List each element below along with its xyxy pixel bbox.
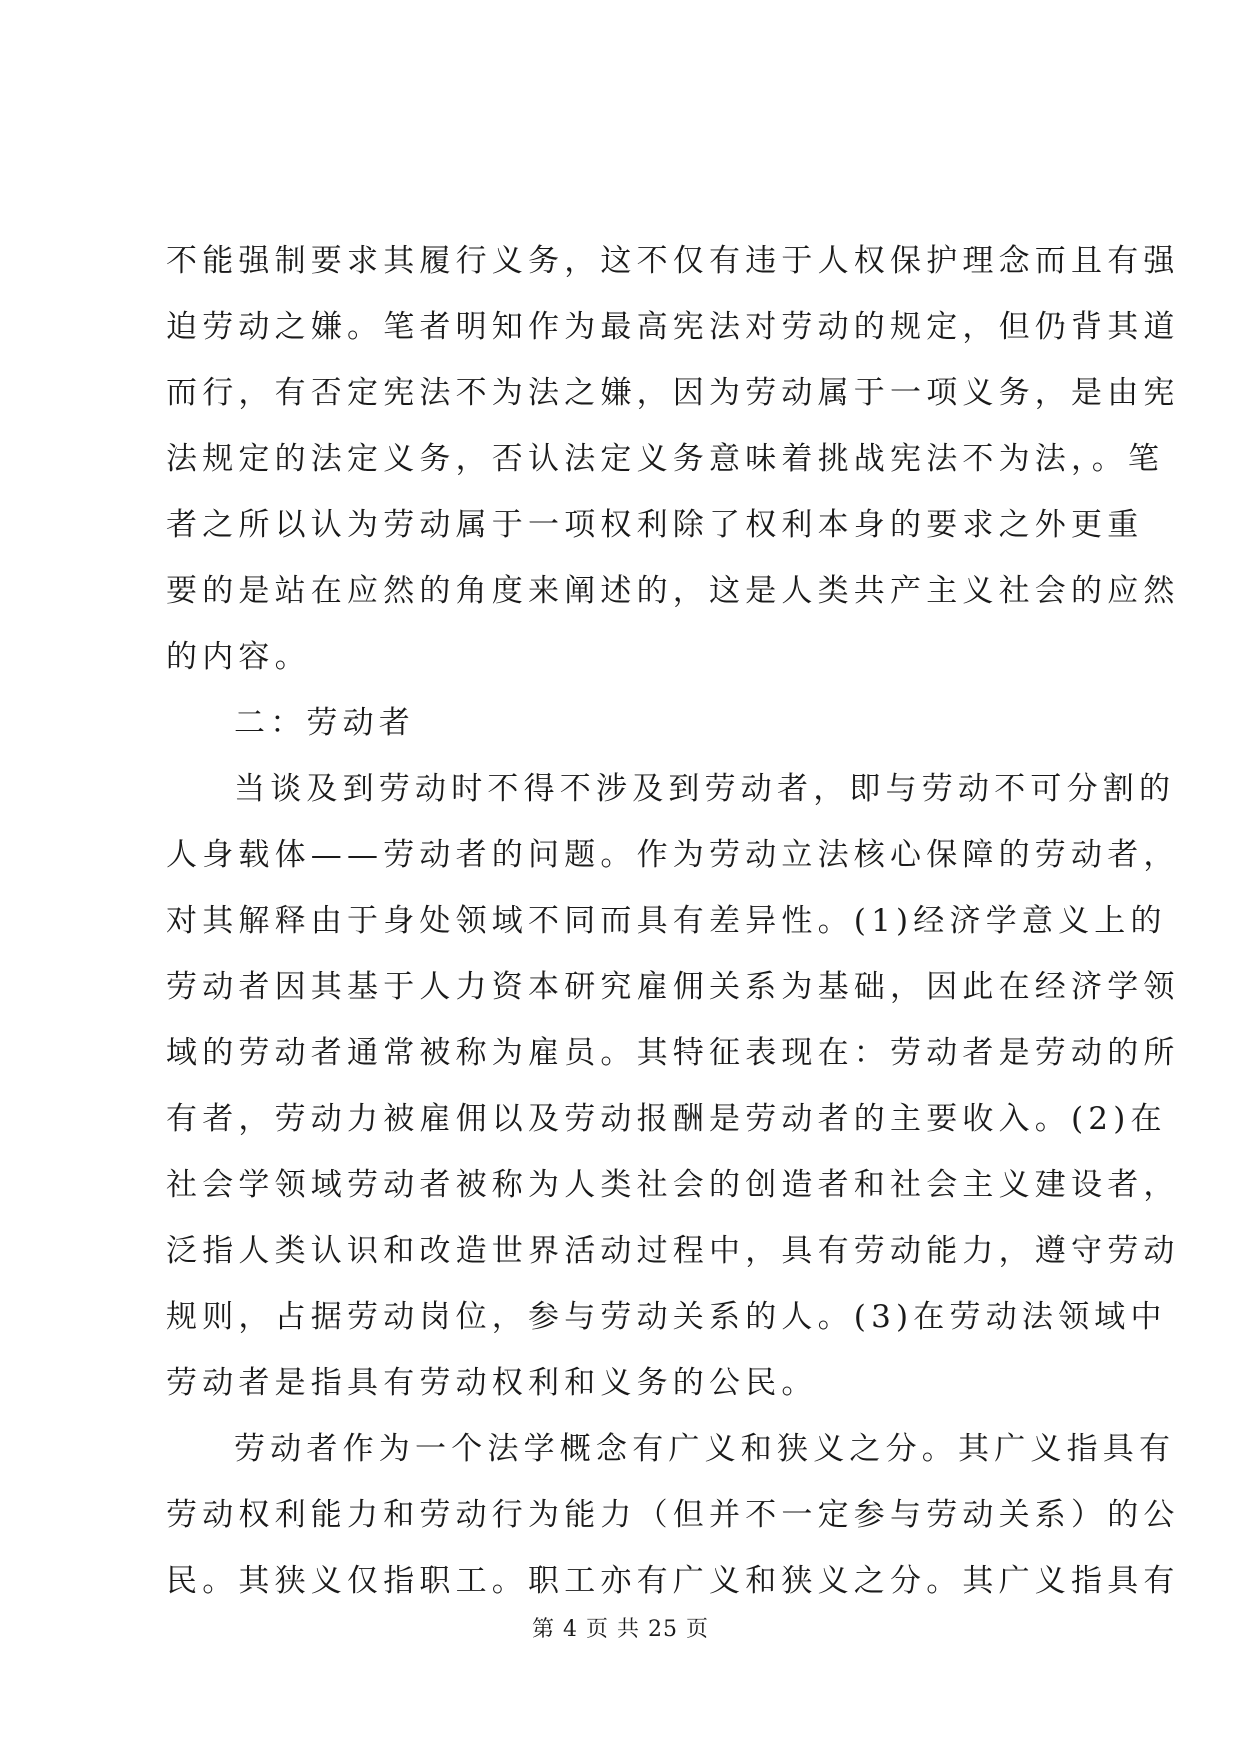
- text-line: 二：劳动者: [234, 705, 415, 741]
- text-line: 规则，占据劳动岗位，参与劳动关系的人。(3)在劳动法领域中: [166, 1299, 1167, 1335]
- text-line: 劳动者作为一个法学概念有广义和狭义之分。其广义指具有: [234, 1431, 1176, 1467]
- text-line: 劳动权利能力和劳动行为能力（但并不一定参与劳动关系）的公: [166, 1497, 1180, 1533]
- text-line: 要的是站在应然的角度来阐述的，这是人类共产主义社会的应然: [166, 573, 1180, 609]
- text-line: 劳动者因其基于人力资本研究雇佣关系为基础，因此在经济学领: [166, 969, 1180, 1005]
- body-text: [166, 228, 1180, 1614]
- text-line: 法规定的法定义务，否认法定义务意味着挑战宪法不为法，。笔: [166, 441, 1165, 477]
- text-line: 迫劳动之嫌。笔者明知作为最高宪法对劳动的规定，但仍背其道: [166, 309, 1180, 345]
- text-line: 民。其狭义仅指职工。职工亦有广义和狭义之分。其广义指具有: [166, 1563, 1180, 1599]
- text-line: 而行，有否定宪法不为法之嫌，因为劳动属于一项义务，是由宪: [166, 375, 1180, 411]
- text-line: 对其解释由于身处领域不同而具有差异性。(1)经济学意义上的: [166, 903, 1167, 939]
- text-line: 的内容。: [166, 639, 311, 675]
- text-line: 劳动者是指具有劳动权利和义务的公民。: [166, 1365, 818, 1401]
- page-footer: 第 4 页 共 25 页: [532, 1617, 709, 1642]
- text-line: 有者，劳动力被雇佣以及劳动报酬是劳动者的主要收入。(2)在: [166, 1101, 1167, 1137]
- text-line: 人身载体——劳动者的问题。作为劳动立法核心保障的劳动者，: [166, 837, 1180, 873]
- text-line: 泛指人类认识和改造世界活动过程中，具有劳动能力，遵守劳动: [166, 1233, 1180, 1269]
- text-line: 当谈及到劳动时不得不涉及到劳动者，即与劳动不可分割的: [234, 771, 1176, 807]
- text-line: 者之所以认为劳动属于一项权利除了权利本身的要求之外更重: [166, 507, 1144, 543]
- text-line: 社会学领域劳动者被称为人类社会的创造者和社会主义建设者，: [166, 1167, 1180, 1203]
- text-line: 域的劳动者通常被称为雇员。其特征表现在：劳动者是劳动的所: [166, 1035, 1180, 1071]
- text-line: 不能强制要求其履行义务，这不仅有违于人权保护理念而且有强: [166, 243, 1180, 279]
